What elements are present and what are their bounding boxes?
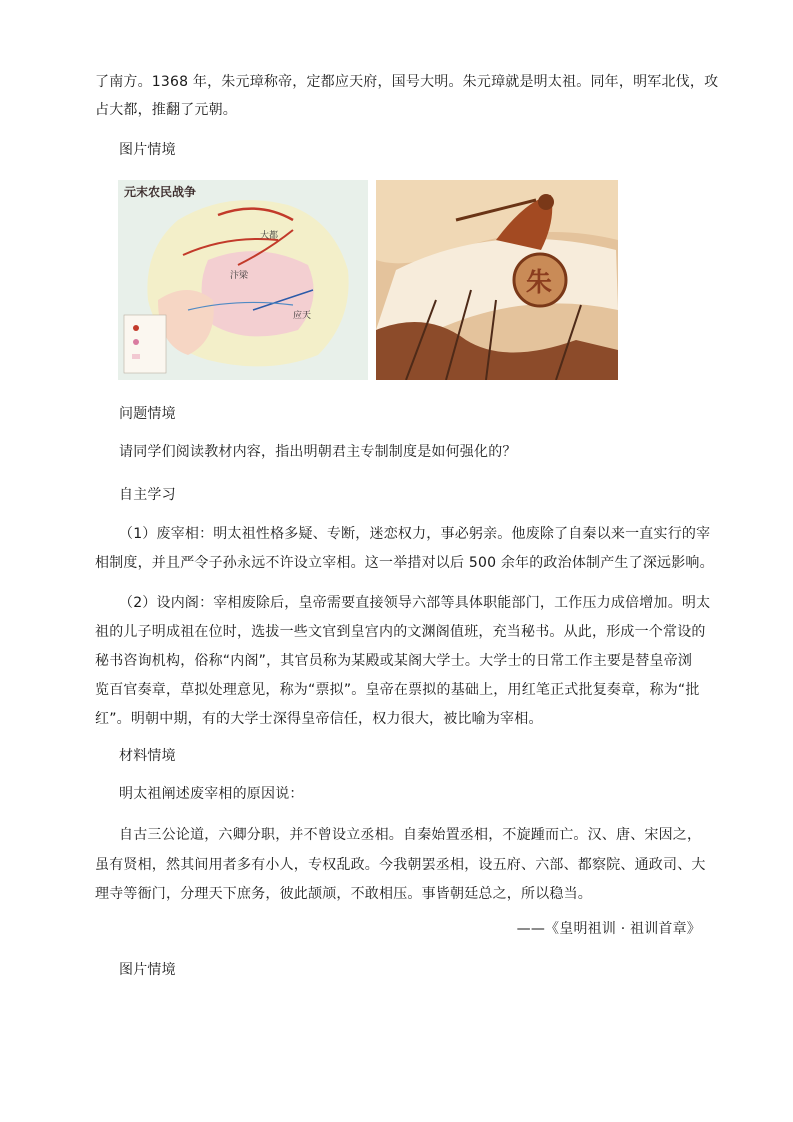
map-title: 元末农民战争 bbox=[124, 185, 197, 199]
quote-line: 虽有贤相，然其间用者多有小人，专权乱政。今我朝罢丞相，设五府、六部、都察院、通政司、大 bbox=[95, 857, 706, 873]
figure-group bbox=[118, 180, 618, 380]
quote-line: 自古三公论道，六卿分职，并不曾设立丞相。自秦始置丞相，不旋踵而亡。汉、唐、宋因之， bbox=[119, 827, 702, 843]
battle-illustration bbox=[376, 180, 618, 380]
paragraph-line: （1）废宰相：明太祖性格多疑、专断，迷恋权力，事必躬亲。他废除了自秦以来一直实行的宰 bbox=[119, 526, 711, 542]
quote-line: 理寺等衙门，分理天下庶务，彼此颉颃，不敢相压。事皆朝廷总之，所以稳当。 bbox=[95, 886, 592, 902]
question-text: 请同学们阅读教材内容，指出明朝君主专制制度是如何强化的？ bbox=[119, 444, 517, 460]
paragraph-line: 明太祖阐述废宰相的原因说： bbox=[119, 786, 304, 802]
map-city-label: 大都 bbox=[260, 231, 279, 241]
paragraph-line: 红”。明朝中期，有的大学士深得皇帝信任，权力很大，被比喻为宰相。 bbox=[95, 711, 543, 727]
battle-scene bbox=[376, 180, 618, 380]
paragraph-line: （2）设内阁：宰相废除后，皇帝需要直接领导六部等具体职能部门，工作压力成倍增加。明太 bbox=[119, 595, 711, 611]
paragraph-line: 相制度，并且严令子孙永远不许设立宰相。这一举措对以后 500 余年的政治体制产生了深远影响。 bbox=[95, 555, 714, 571]
section-heading: 材料情境 bbox=[119, 748, 176, 764]
paragraph-line: 占大都，推翻了元朝。 bbox=[95, 102, 237, 118]
section-heading: 自主学习 bbox=[119, 487, 176, 503]
map-city-label: 应天 bbox=[293, 311, 312, 321]
paragraph-line: 秘书咨询机构，俗称“内阁”，其官员称为某殿或某阁大学士。大学士的日常工作主要是替皇帝浏 bbox=[95, 653, 693, 669]
section-heading: 图片情境 bbox=[119, 962, 176, 978]
section-heading: 问题情境 bbox=[119, 406, 176, 422]
paragraph-line: 览百官奏章，草拟处理意见，称为“票拟”。皇帝在票拟的基础上，用红笔正式批复奏章，称为“批 bbox=[95, 682, 700, 698]
paragraph-line: 祖的儿子明成祖在位时，选拔一些文官到皇宫内的文渊阁值班，充当秘书。从此，形成一个常设的 bbox=[95, 624, 706, 640]
map-city-label: 汴梁 bbox=[230, 271, 249, 281]
quote-source: ——《皇明祖训 · 祖训首章》 bbox=[516, 921, 701, 937]
paragraph-line: 了南方。1368 年，朱元璋称帝，定都应天府，国号大明。朱元璋就是明太祖。同年，明军北伐，攻 bbox=[95, 74, 719, 90]
map-figure bbox=[118, 180, 368, 380]
banner-character: 朱 bbox=[526, 268, 553, 298]
section-heading: 图片情境 bbox=[119, 142, 176, 158]
